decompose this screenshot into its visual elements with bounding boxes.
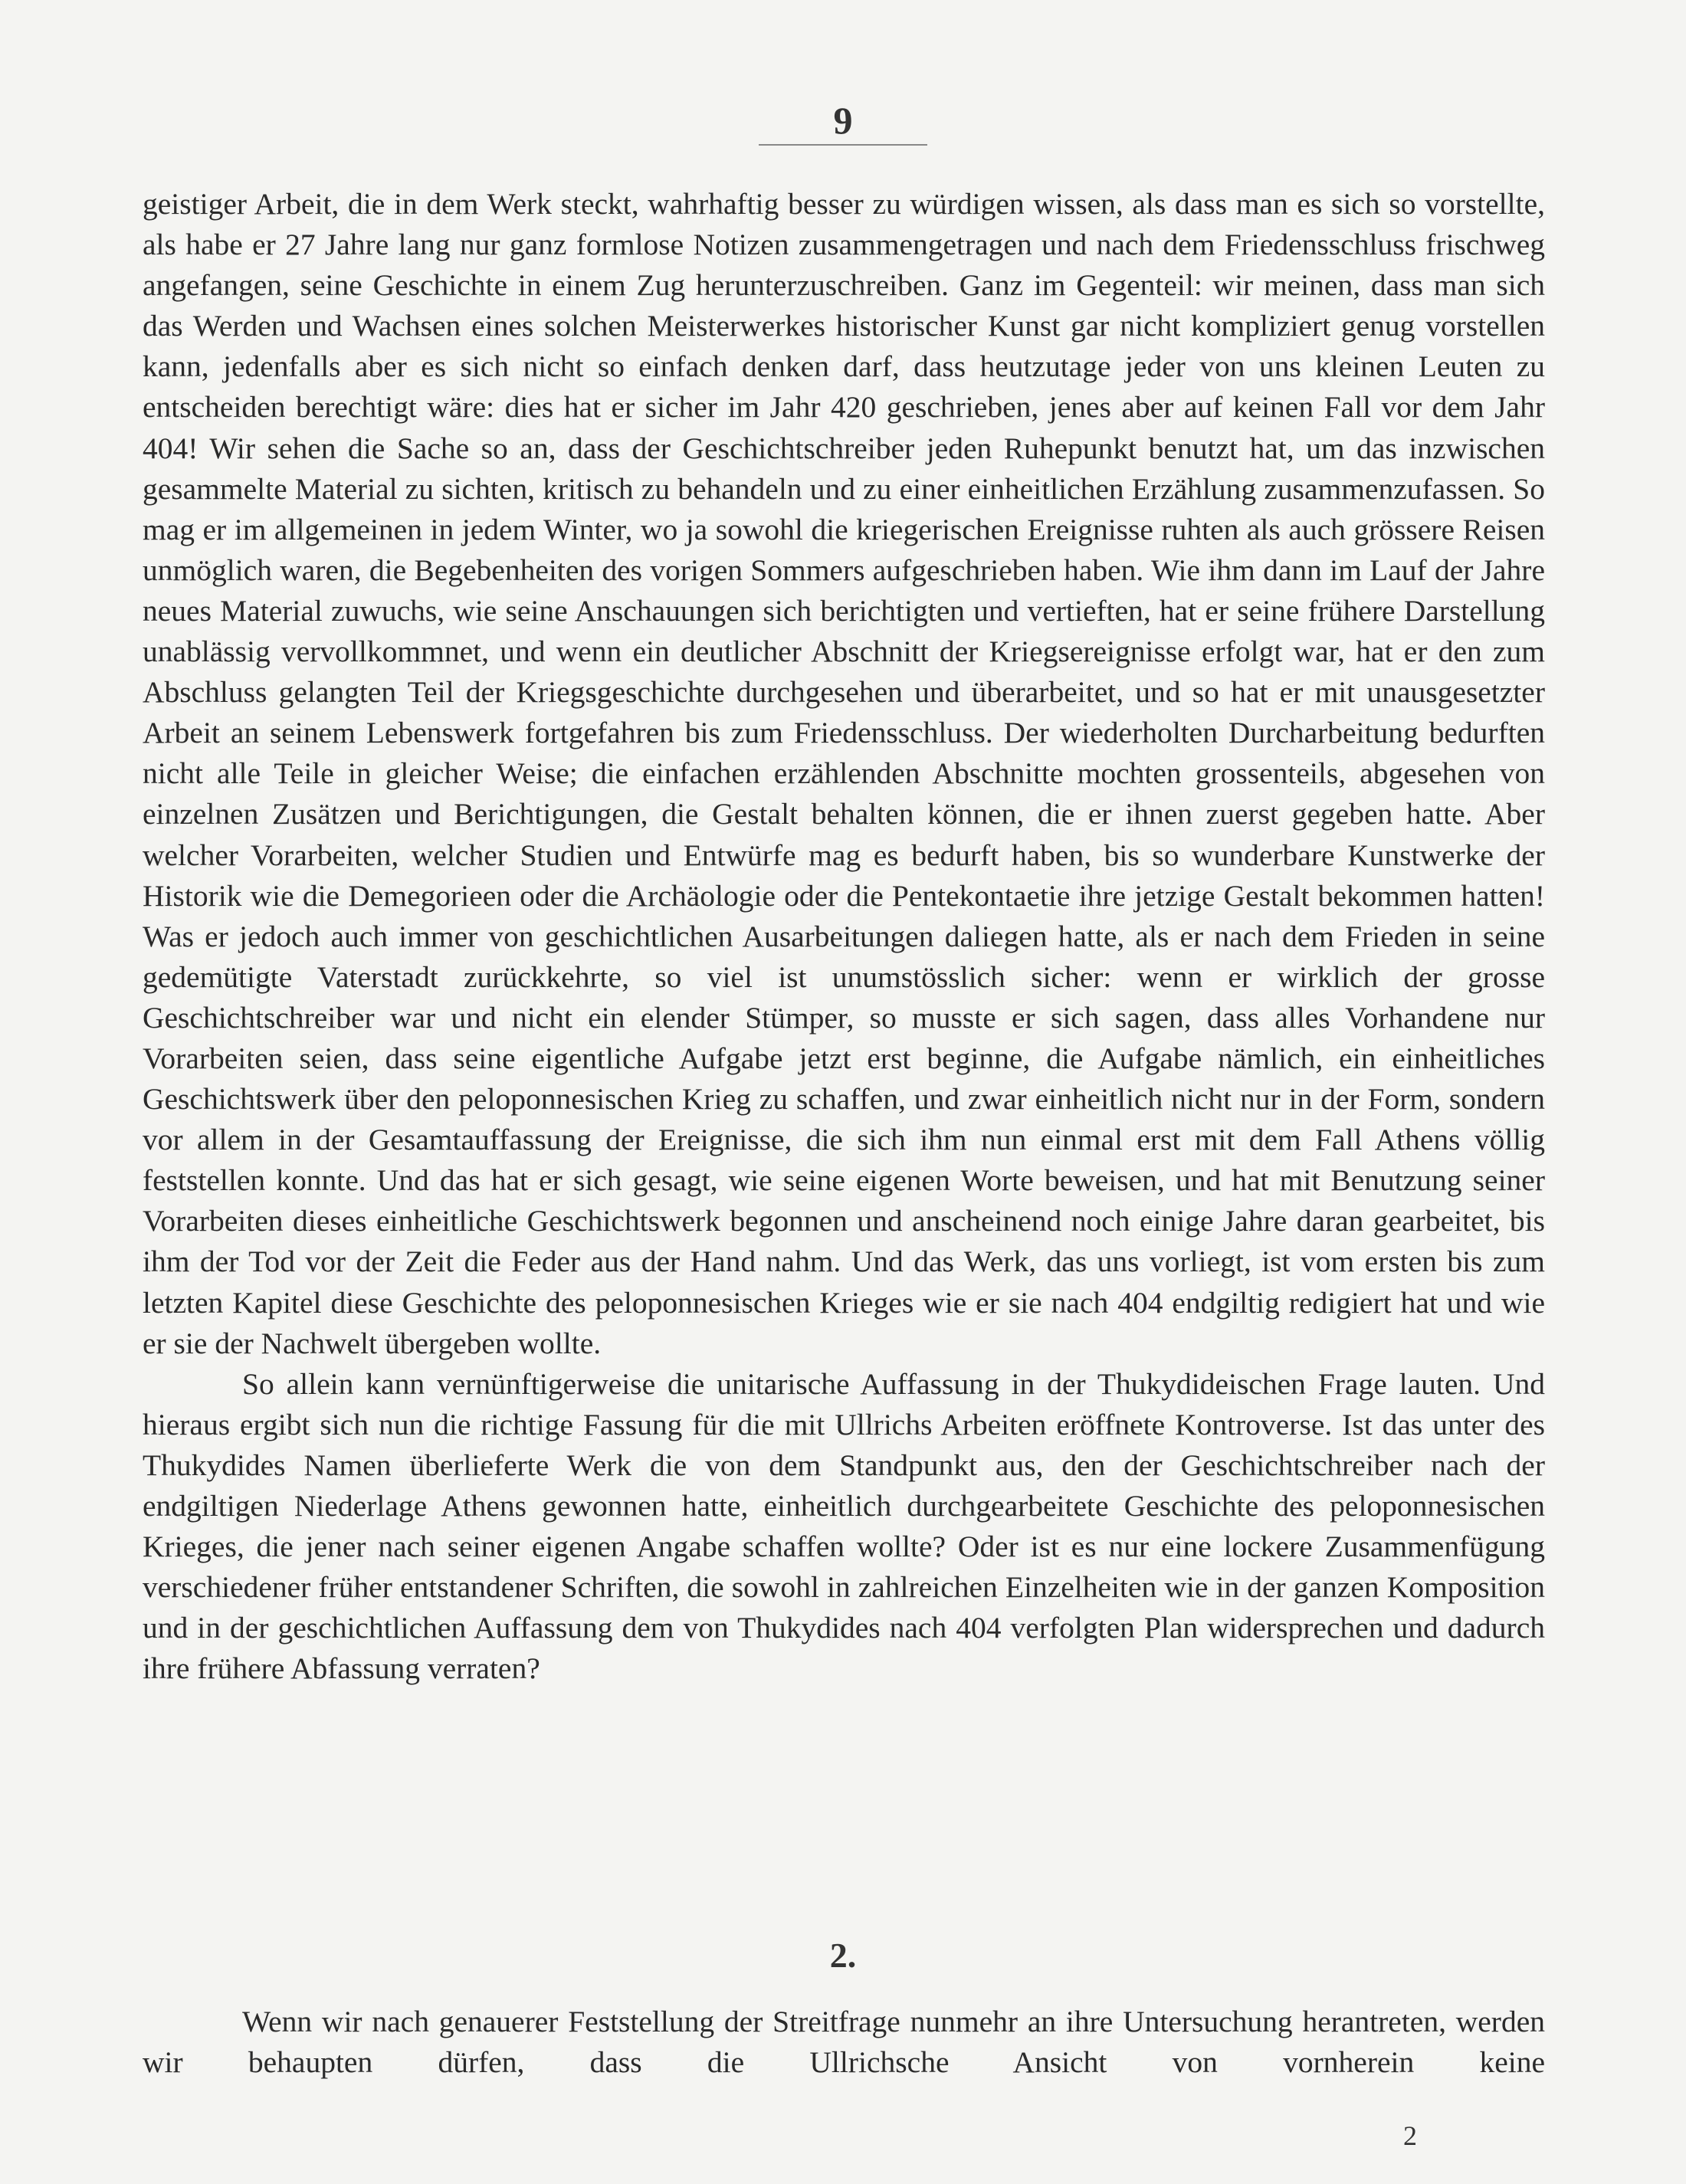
- section-number: 2.: [829, 1936, 857, 1975]
- paragraph-unitarian-view: So allein kann vernünftigerweise die unitarische Auffassung in der Thukydideischen Frage lauten. Und hieraus ergibt sich nun die richtige Fassung für die mit Ullrichs Arbeiten eröffnete Kontroverse. Ist das unter des Thukydides Namen überlieferte Werk die von dem Standpunkt aus, den der Geschichtschreiber nach der endgiltigen Niederlage Athens gewonnen hatte, einheitlich durchgearbeitete Geschichte des peloponnesischen Krieges, die jener nach seiner eigenen Angabe schaffen wollte? Oder ist es nur eine lockere Zusammenfügung verschiedener früher entstandener Schriften, die sowohl in zahlreichen Einzelheiten wie in der ganzen Komposition und in der geschichtlichen Auffassung dem von Thukydides nach 404 verfolgten Plan widersprechen und dadurch ihre frühere Abfassung verraten?: [143, 1366, 1545, 1686]
- body-text-bottom: [143, 2002, 1545, 2083]
- paragraph-continuation: geistiger Arbeit, die in dem Werk steckt, wahrhaftig besser zu würdigen wissen, als dass man es sich so vorstellte, als habe er 27 Jahre lang nur ganz formlose Notizen zusammengetragen und nach dem Friedensschluss frischweg angefangen, seine Geschichte in einem Zug herunterzuschreiben. Ganz im Gegenteil: wir meinen, dass man sich das Werden und Wachsen eines solchen Meisterwerkes historischer Kunst gar nicht kompliziert genug vorstellen kann, jedenfalls aber es sich nicht so einfach denken darf, dass heutzutage jeder von uns kleinen Leuten zu entscheiden berechtigt wäre: dies hat er sicher im Jahr 420 geschrieben, jenes aber auf keinen Fall vor dem Jahr 404! Wir sehen die Sache so an, dass der Geschichtschreiber jeden Ruhepunkt benutzt hat, um das inzwischen gesammelte Material zu sichten, kritisch zu behandeln und zu einer einheitlichen Erzählung zusammenzufassen. So mag er im allgemeinen in jedem Winter, wo ja sowohl die kriegerischen Ereignisse ruhten als auch grössere Reisen unmöglich waren, die Begebenheiten des vorigen Sommers aufgeschrieben haben. Wie ihm dann im Lauf der Jahre neues Material zuwuchs, wie seine Anschauungen sich berichtigten und vertieften, hat er seine frühere Darstellung unablässig vervollkommnet, und wenn ein deutlicher Abschnitt der Kriegsereignisse erfolgt war, hat er den zum Abschluss gelangten Teil der Kriegsgeschichte durchgesehen und überarbeitet, und so hat er mit unausgesetzter Arbeit an seinem Lebenswerk fortgefahren bis zum Friedensschluss. Der wiederholten Durcharbeitung bedurften nicht alle Teile in gleicher Weise; die einfachen erzählenden Abschnitte mochten grossenteils, abgesehen von einzelnen Zusätzen und Berichtigungen, die Gestalt behalten können, die er ihnen zuerst gegeben hatte. Aber welcher Vorarbeiten, welcher Studien und Entwürfe mag es bedurft haben, bis so wunderbare Kunstwerke der Historik wie die Demegorieen oder die Archäologie oder die Pentekontaetie ihre jetzige Gestalt bekommen hatten! Was er jedoch auch immer von geschichtlichen Ausarbeitungen daliegen hatte, als er nach dem Frieden in seine gedemütigte Vaterstadt zurückkehrte, so viel ist unumstösslich sicher: wenn er wirklich der grosse Geschichtschreiber war und nicht ein elender Stümper, so musste er sich sagen, dass alles Vorhandene nur Vorarbeiten seien, dass seine eigentliche Aufgabe jetzt erst beginne, die Aufgabe nämlich, ein einheitliches Geschichtswerk über den peloponnesischen Krieg zu schaffen, und zwar einheitlich nicht nur in der Form, sondern vor allem in der Gesamtauffassung der Ereignisse, die sich ihm nun einmal erst mit dem Fall Athens völlig feststellen konnte. Und das hat er sich gesagt, wie seine eigenen Worte beweisen, und hat mit Benutzung seiner Vorarbeiten dieses einheitliche Geschichtswerk begonnen und anscheinend noch einige Jahre daran gearbeitet, bis ihm der Tod vor der Zeit die Feder aus der Hand nahm. Und das Werk, das uns vorliegt, ist vom ersten bis zum letzten Kapitel diese Geschichte des peloponnesischen Krieges wie er sie nach 404 endgiltig redigiert hat und wie er sie der Nachwelt übergeben wollte.: [143, 187, 1545, 1360]
- page-number: 9: [833, 99, 853, 142]
- signature-mark: 2: [1403, 2120, 1417, 2151]
- header-rule: [759, 144, 927, 146]
- paragraph-section-2: Wenn wir nach genauerer Feststellung der Streitfrage nunmehr an ihre Untersuchung herantreten, werden wir behaupten dürfen, dass die Ullrichsche Ansicht von vornherein keine: [143, 2005, 1545, 2080]
- body-text-top: [143, 184, 1545, 1689]
